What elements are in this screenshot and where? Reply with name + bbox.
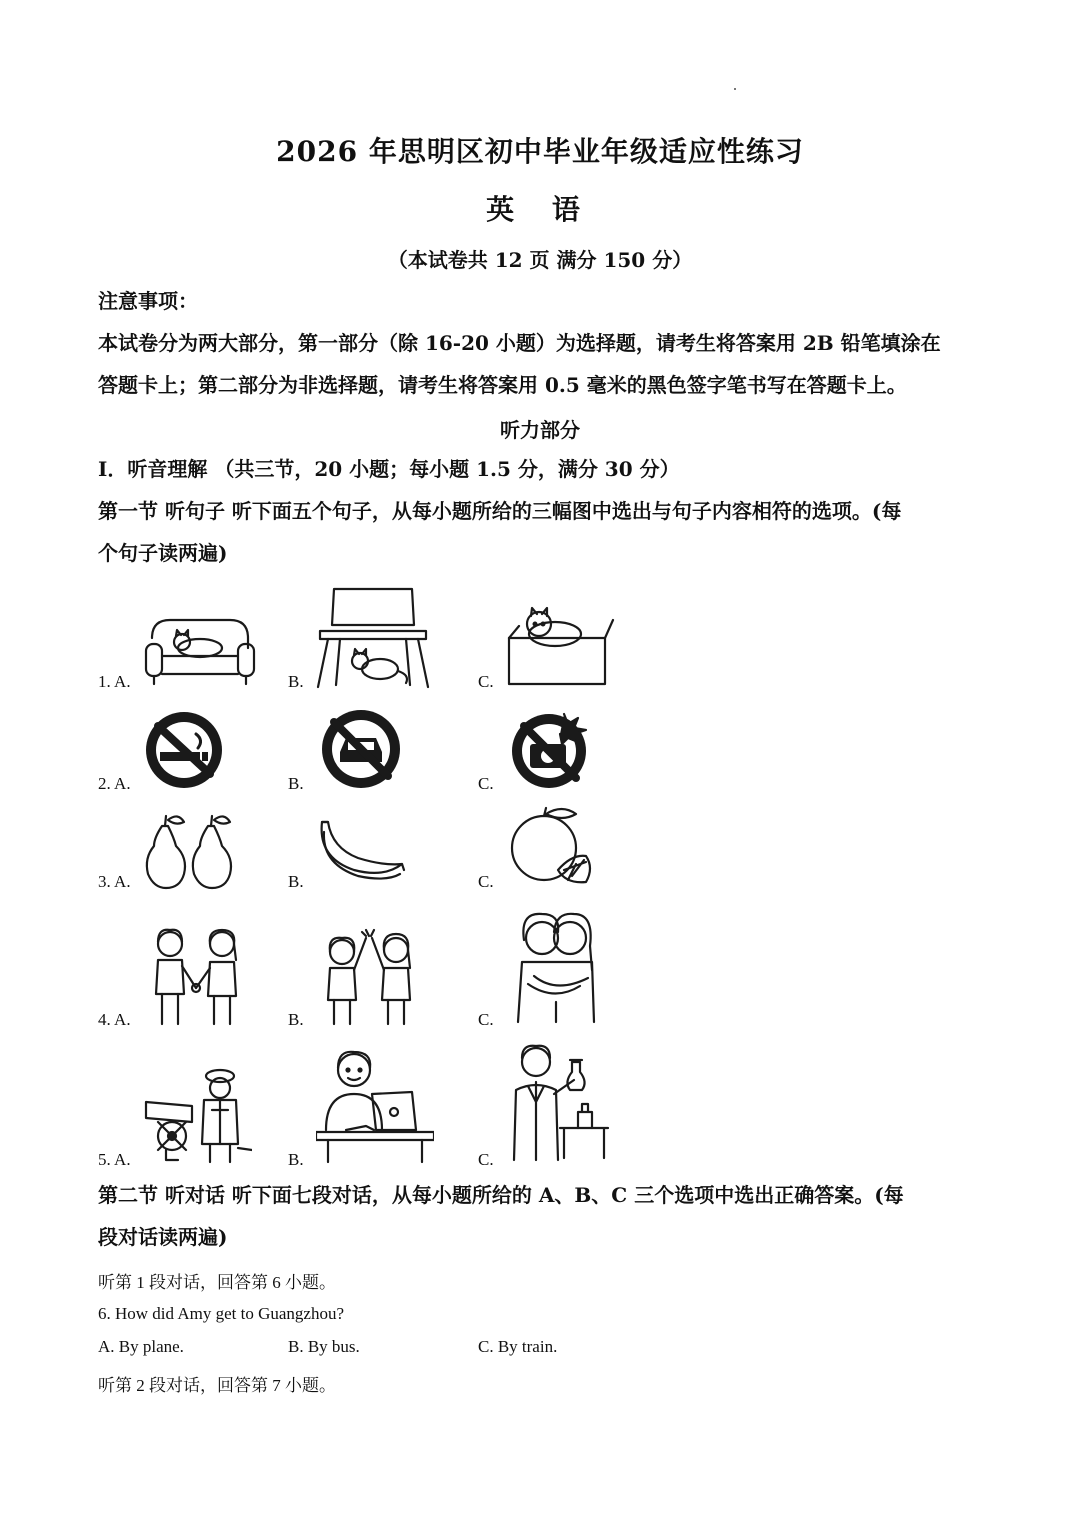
bananas-icon <box>314 818 406 884</box>
office-worker-icon <box>316 1046 434 1164</box>
cat-in-box-icon <box>505 602 617 686</box>
q4-option-a-label: 4. A. <box>98 1010 131 1029</box>
notice-line-2: 答题卡上；第二部分为非选择题，请考生将答案用 0.5 毫米的黑色签字笔书写在答题卡上。 <box>98 373 907 397</box>
exam-info: （本试卷共 12 页 满分 150 分） <box>387 248 693 272</box>
no-parking-icon <box>320 708 402 790</box>
no-photos-icon <box>508 708 592 790</box>
q6-option-b: B. By bus. <box>288 1337 360 1356</box>
q6-option-a: A. By plane. <box>98 1337 184 1356</box>
pears-icon <box>140 808 238 890</box>
section1-instruction-2: 个句子读两遍) <box>98 541 228 565</box>
section2-instruction-1: 第二节 听对话 听下面七段对话，从每小题所给的 A、B、C 三个选项中选出正确答案。(每 <box>98 1183 904 1207</box>
hugging-icon <box>508 906 606 1024</box>
exam-title: 2026 年思明区初中毕业年级适应性练习 <box>276 135 804 168</box>
q2-option-c-label: C. <box>478 774 494 793</box>
q1-option-c-label: C. <box>478 672 494 691</box>
shaking-hands-icon <box>144 924 248 1026</box>
oranges-icon <box>506 804 596 888</box>
dialog2-intro: 听第 2 段对话，回答第 7 小题。 <box>98 1376 336 1395</box>
q1-option-b-label: B. <box>288 672 304 691</box>
section-heading: I．听音理解 （共三节，20 小题；每小题 1.5 分，满分 30 分） <box>98 457 680 481</box>
q1-option-a-label: 1. A. <box>98 672 131 691</box>
section2-instruction-2: 段对话读两遍) <box>98 1225 228 1249</box>
no-smoking-icon <box>144 710 224 790</box>
q3-option-c-label: C. <box>478 872 494 891</box>
question-6: 6. How did Amy get to Guangzhou? <box>98 1304 344 1323</box>
q5-option-b-label: B. <box>288 1150 304 1169</box>
q3-option-a-label: 3. A. <box>98 872 131 891</box>
q4-option-c-label: C. <box>478 1010 494 1029</box>
section1-instruction-1: 第一节 听句子 听下面五个句子，从每小题所给的三幅图中选出与句子内容相符的选项。(每 <box>98 499 902 523</box>
q2-option-a-label: 2. A. <box>98 774 131 793</box>
pilot-icon <box>142 1064 252 1164</box>
q3-option-b-label: B. <box>288 872 304 891</box>
q4-option-b-label: B. <box>288 1010 304 1029</box>
cat-on-sofa-icon <box>142 608 258 688</box>
listening-part-title: 听力部分 <box>500 418 580 442</box>
dialog1-intro: 听第 1 段对话，回答第 6 小题。 <box>98 1273 336 1292</box>
scientist-icon <box>508 1040 610 1164</box>
notice-line-1: 本试卷分为两大部分，第一部分（除 16-20 小题）为选择题，请考生将答案用 2B 铅笔填涂在 <box>98 331 941 355</box>
cat-under-chair-icon <box>314 585 432 690</box>
scan-speck <box>734 88 736 90</box>
exam-subject: 英 语 <box>486 193 594 226</box>
notice-heading: 注意事项： <box>98 289 198 313</box>
q2-option-b-label: B. <box>288 774 304 793</box>
q6-option-c: C. By train. <box>478 1337 558 1356</box>
high-five-icon <box>316 924 424 1026</box>
q5-option-a-label: 5. A. <box>98 1150 131 1169</box>
q5-option-c-label: C. <box>478 1150 494 1169</box>
